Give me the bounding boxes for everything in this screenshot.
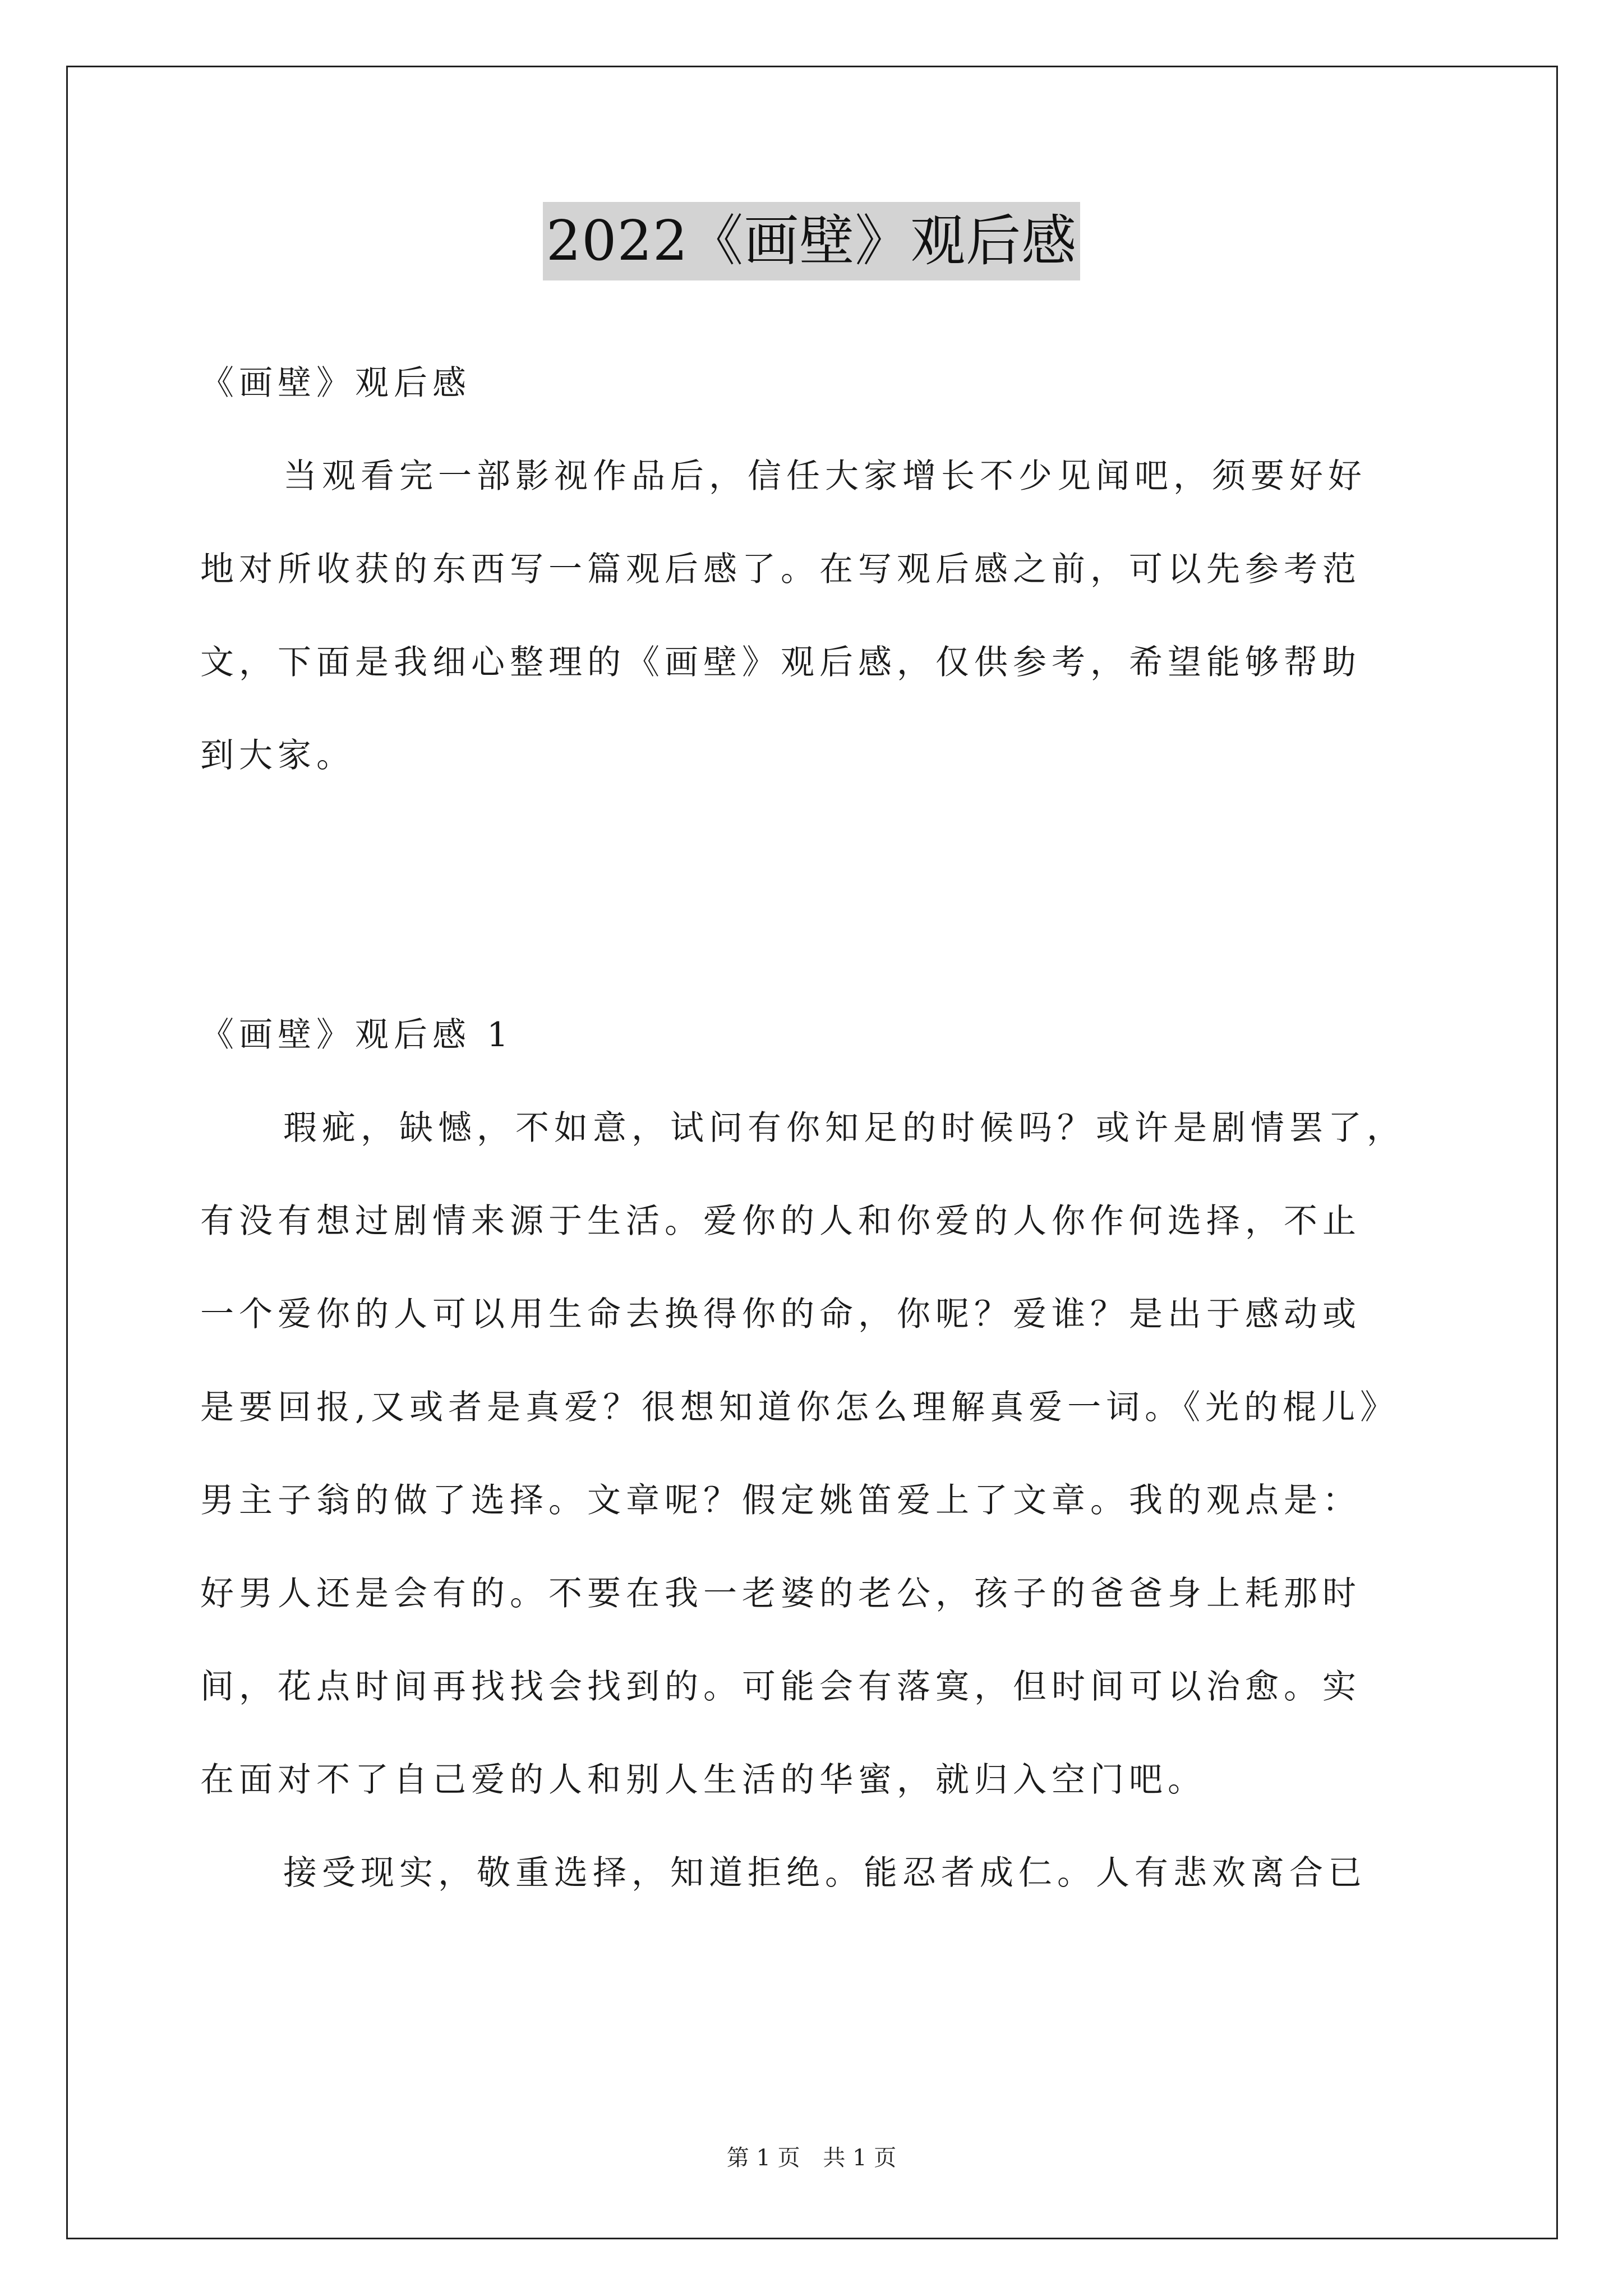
body-line: 男主子翁的做了选择。文章呢？假定姚笛爱上了文章。我的观点是：: [200, 1481, 1361, 1520]
body-line: 有没有想过剧情来源于生活。爱你的人和你爱的人你作何选择，不止: [200, 1202, 1361, 1241]
section-spacer: [200, 802, 1434, 988]
intro-line: 文，下面是我细心整理的《画壁》观后感，仅供参考，希望能够帮助: [200, 643, 1361, 682]
page-footer: [0, 2140, 1623, 2172]
page-number: 第 1 页: [726, 2145, 800, 2171]
intro-line: 到大家。: [200, 736, 355, 775]
document-body: [200, 337, 1434, 1920]
page-total: 共 1 页: [823, 2145, 897, 2171]
section-heading: 《画壁》观后感 1: [200, 1015, 514, 1055]
intro-line: 当观看完一部影视作品后，信任大家增长不少见闻吧，须要好好: [283, 457, 1367, 496]
body-line: 瑕疵，缺憾，不如意，试问有你知足的时候吗？或许是剧情罢了，: [283, 1108, 1405, 1148]
body-line: 是要回报,又或者是真爱？很想知道你怎么理解真爱一词。《光的棍儿》: [200, 1388, 1399, 1427]
intro-line: 地对所收获的东西写一篇观后感了。在写观后感之前，可以先参考范: [200, 550, 1361, 589]
title-container: [0, 202, 1623, 280]
body-line: 一个爱你的人可以用生命去换得你的命，你呢？爱谁？是出于感动或: [200, 1295, 1361, 1334]
body-line: 间，花点时间再找找会找到的。可能会有落寞，但时间可以治愈。实: [200, 1667, 1361, 1706]
body-line: 在面对不了自己爱的人和别人生活的华蜜，就归入空门吧。: [200, 1760, 1206, 1800]
body-line: 好男人还是会有的。不要在我一老婆的老公，孩子的爸爸身上耗那时: [200, 1574, 1361, 1613]
body-line: 接受现实，敬重选择，知道拒绝。能忍者成仁。人有悲欢离合已: [283, 1853, 1367, 1893]
document-title: 2022《画壁》观后感: [543, 202, 1080, 280]
subtitle: 《画壁》观后感: [200, 364, 471, 403]
